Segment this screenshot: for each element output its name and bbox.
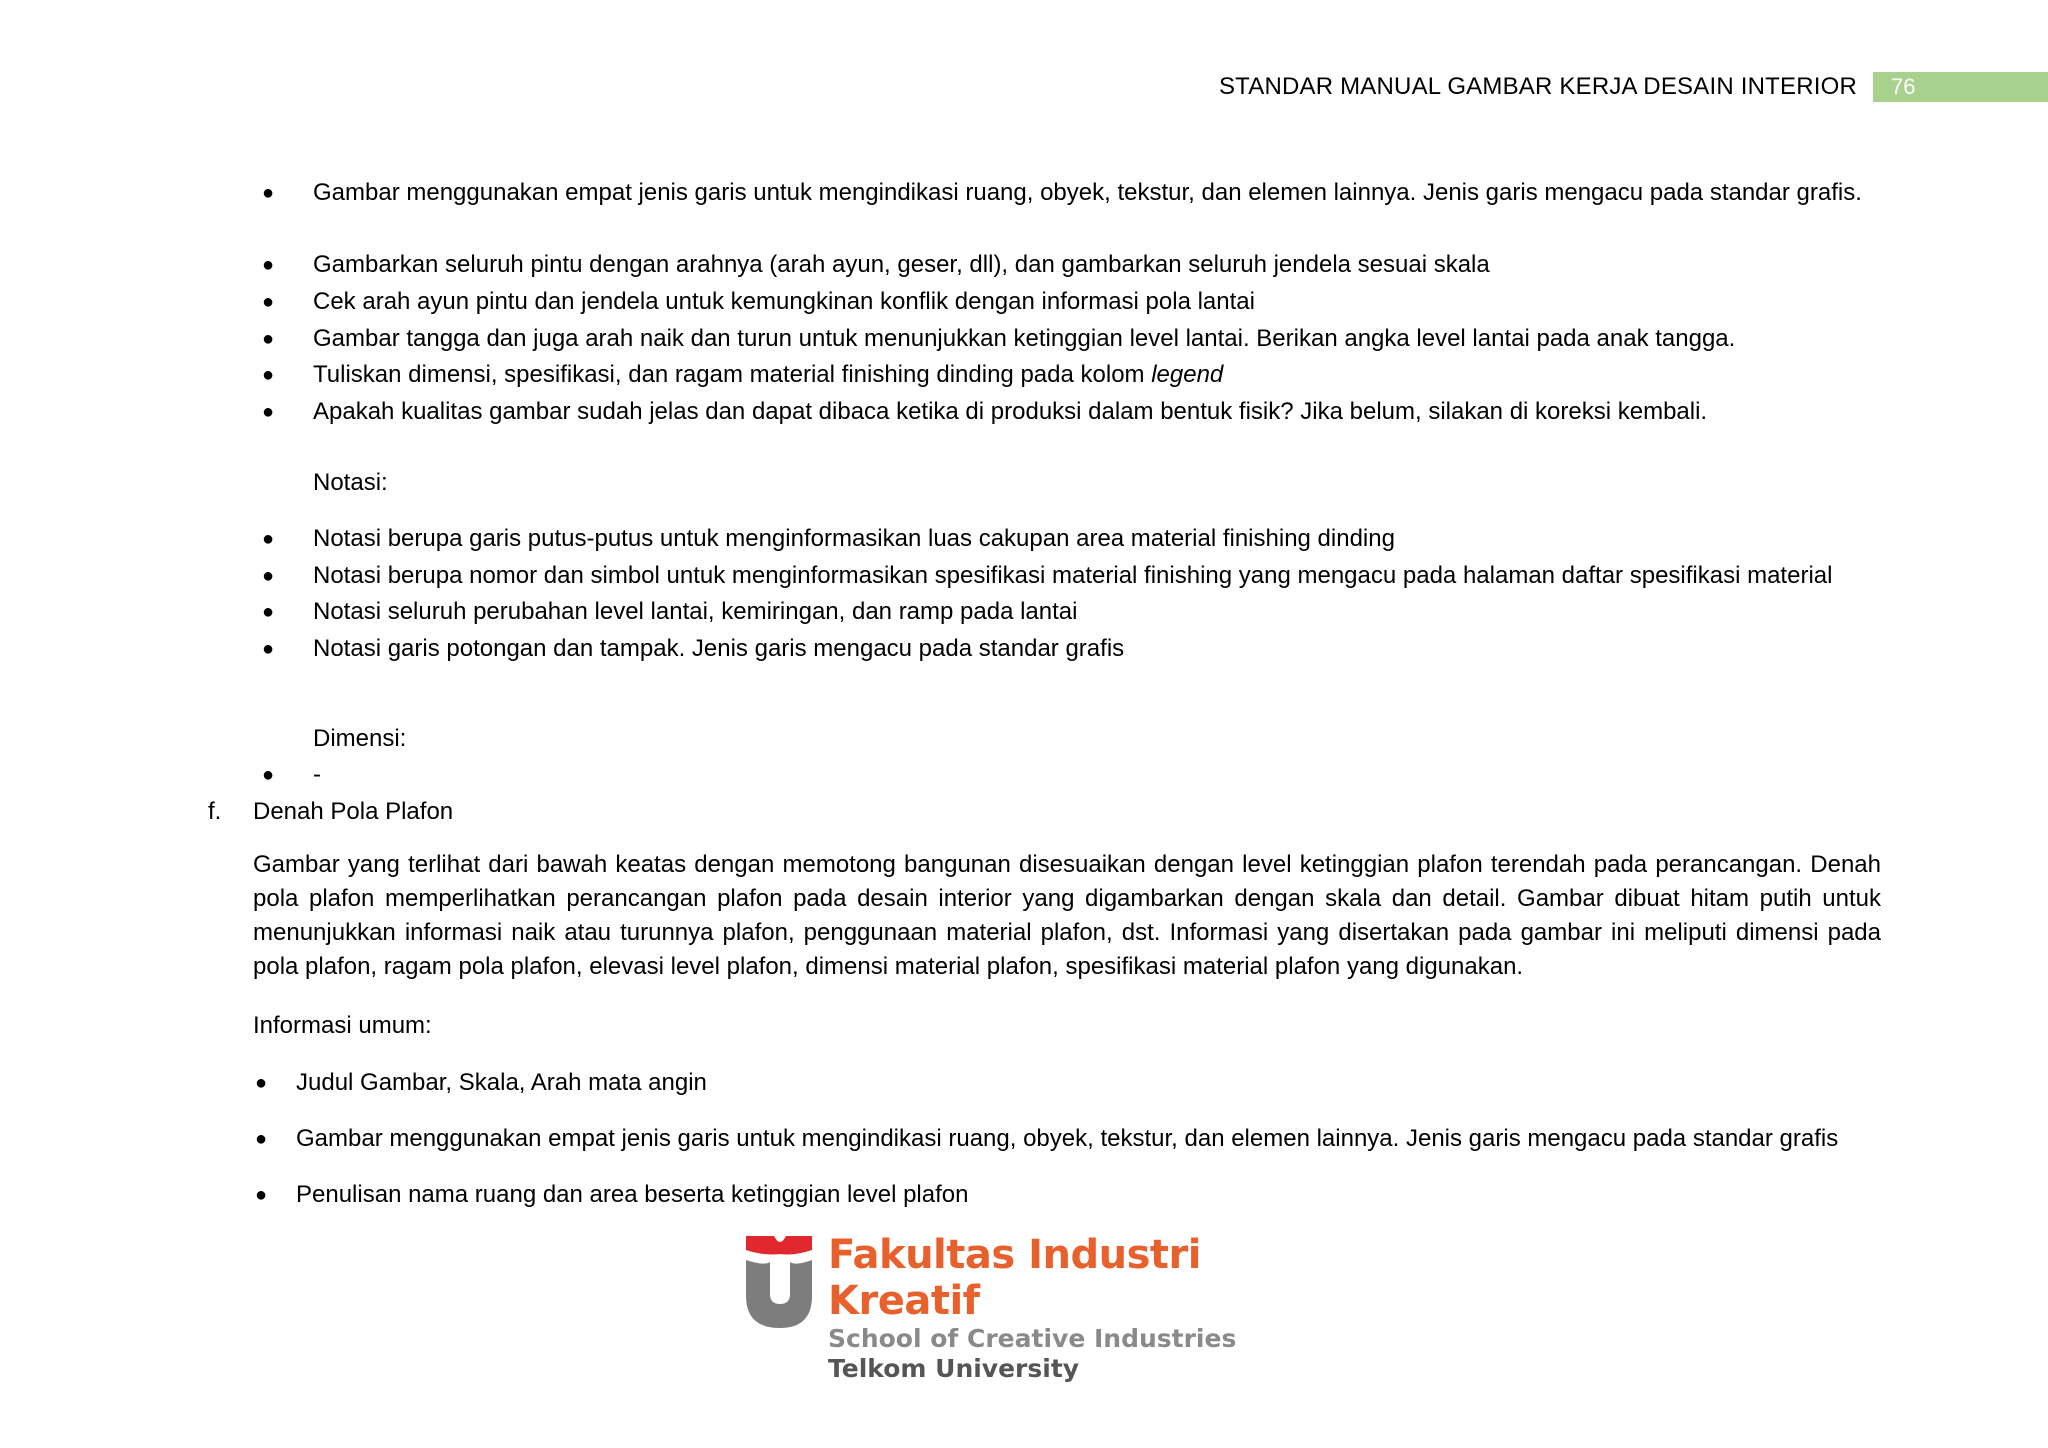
list-item: -: [313, 761, 321, 788]
list-item: Judul Gambar, Skala, Arah mata angin: [296, 1069, 707, 1096]
bullet-dot: ●: [262, 764, 275, 786]
list-item: Notasi berupa nomor dan simbol untuk menginformasikan spesifikasi material finishing yang mengacu pada halaman daftar spesifikasi material: [313, 562, 1833, 589]
list-item: Notasi seluruh perubahan level lantai, kemiringan, dan ramp pada lantai: [313, 598, 1078, 625]
list-item: [313, 358, 1223, 392]
bullet-dot: ●: [255, 1128, 268, 1150]
list-item: Gambar tangga dan juga arah naik dan turun untuk menunjukkan ketinggian level lantai. Berikan angka level lantai pada anak tangga.: [313, 325, 1736, 352]
section-paragraph: Gambar yang terlihat dari bawah keatas dengan memotong bangunan disesuaikan dengan level ketinggian plafon terendah pada perancangan. Denah pola plafon memperlihatkan perancangan plafon pada desain interior yang digambarkan dengan skala dan detail. Gambar dibuat hitam putih untuk menunjukkan informasi naik atau turunnya plafon, penggunaan material plafon, dst. Informasi yang disertakan pada gambar ini meliputi dimensi pada pola plafon, ragam pola plafon, elevasi level plafon, dimensi material plafon, spesifikasi material plafon yang digunakan.: [253, 851, 1881, 980]
list-item: Gambarkan seluruh pintu dengan arahnya (arah ayun, geser, dll), dan gambarkan seluruh jendela sesuai skala: [313, 251, 1490, 278]
notasi-heading: Notasi:: [313, 469, 388, 496]
legend-term: legend: [1151, 361, 1224, 388]
page-number: 76: [1873, 72, 2048, 102]
bullet-dot: ●: [262, 254, 275, 276]
list-item: Apakah kualitas gambar sudah jelas dan dapat dibaca ketika di produksi dalam bentuk fisik? Jika belum, silakan di koreksi kembali.: [313, 398, 1708, 425]
list-item: Notasi garis potongan dan tampak. Jenis garis mengacu pada standar grafis: [313, 635, 1125, 662]
bullet-dot: ●: [262, 291, 275, 313]
logo-line-school: School of Creative Industries: [828, 1324, 1237, 1353]
bullet-dot: ●: [262, 638, 275, 660]
bullet-dot: ●: [262, 401, 275, 423]
faculty-logo: [744, 1232, 1314, 1383]
info-heading: Informasi umum:: [253, 1012, 432, 1039]
bullet-dot: ●: [255, 1072, 268, 1094]
section-marker: f.: [208, 798, 222, 825]
list-item-text: Tuliskan dimensi, spesifikasi, dan ragam material finishing dinding pada kolom: [313, 361, 1152, 388]
section-title: Denah Pola Plafon: [253, 798, 454, 825]
telkom-logo-icon: [744, 1232, 814, 1332]
list-item: Notasi berupa garis putus-putus untuk menginformasikan luas cakupan area material finishing dinding: [313, 525, 1395, 552]
bullet-dot: ●: [262, 528, 275, 550]
list-item: Gambar menggunakan empat jenis garis untuk mengindikasi ruang, obyek, tekstur, dan elemen lainnya. Jenis garis mengacu pada standar grafis: [296, 1125, 1839, 1152]
logo-wordmark: [828, 1232, 1314, 1384]
list-item: Penulisan nama ruang dan area beserta ketinggian level plafon: [296, 1181, 969, 1208]
bullet-dot: ●: [262, 182, 275, 204]
bullet-dot: ●: [262, 364, 275, 386]
list-item: Cek arah ayun pintu dan jendela untuk kemungkinan konflik dengan informasi pola lantai: [313, 288, 1255, 315]
logo-line-university: Telkom University: [828, 1354, 1080, 1383]
bullet-dot: ●: [262, 565, 275, 587]
page-header: [1219, 72, 2048, 102]
bullet-dot: ●: [262, 601, 275, 623]
header-title: STANDAR MANUAL GAMBAR KERJA DESAIN INTERIOR: [1218, 73, 1857, 100]
bullet-dot: ●: [262, 328, 275, 350]
bullet-dot: ●: [255, 1184, 268, 1206]
logo-line-faculty: Fakultas Industri Kreatif: [828, 1232, 1201, 1324]
list-item: Gambar menggunakan empat jenis garis untuk mengindikasi ruang, obyek, tekstur, dan elemen lainnya. Jenis garis mengacu pada standar grafis.: [313, 179, 1862, 206]
dimensi-heading: Dimensi:: [313, 725, 407, 752]
